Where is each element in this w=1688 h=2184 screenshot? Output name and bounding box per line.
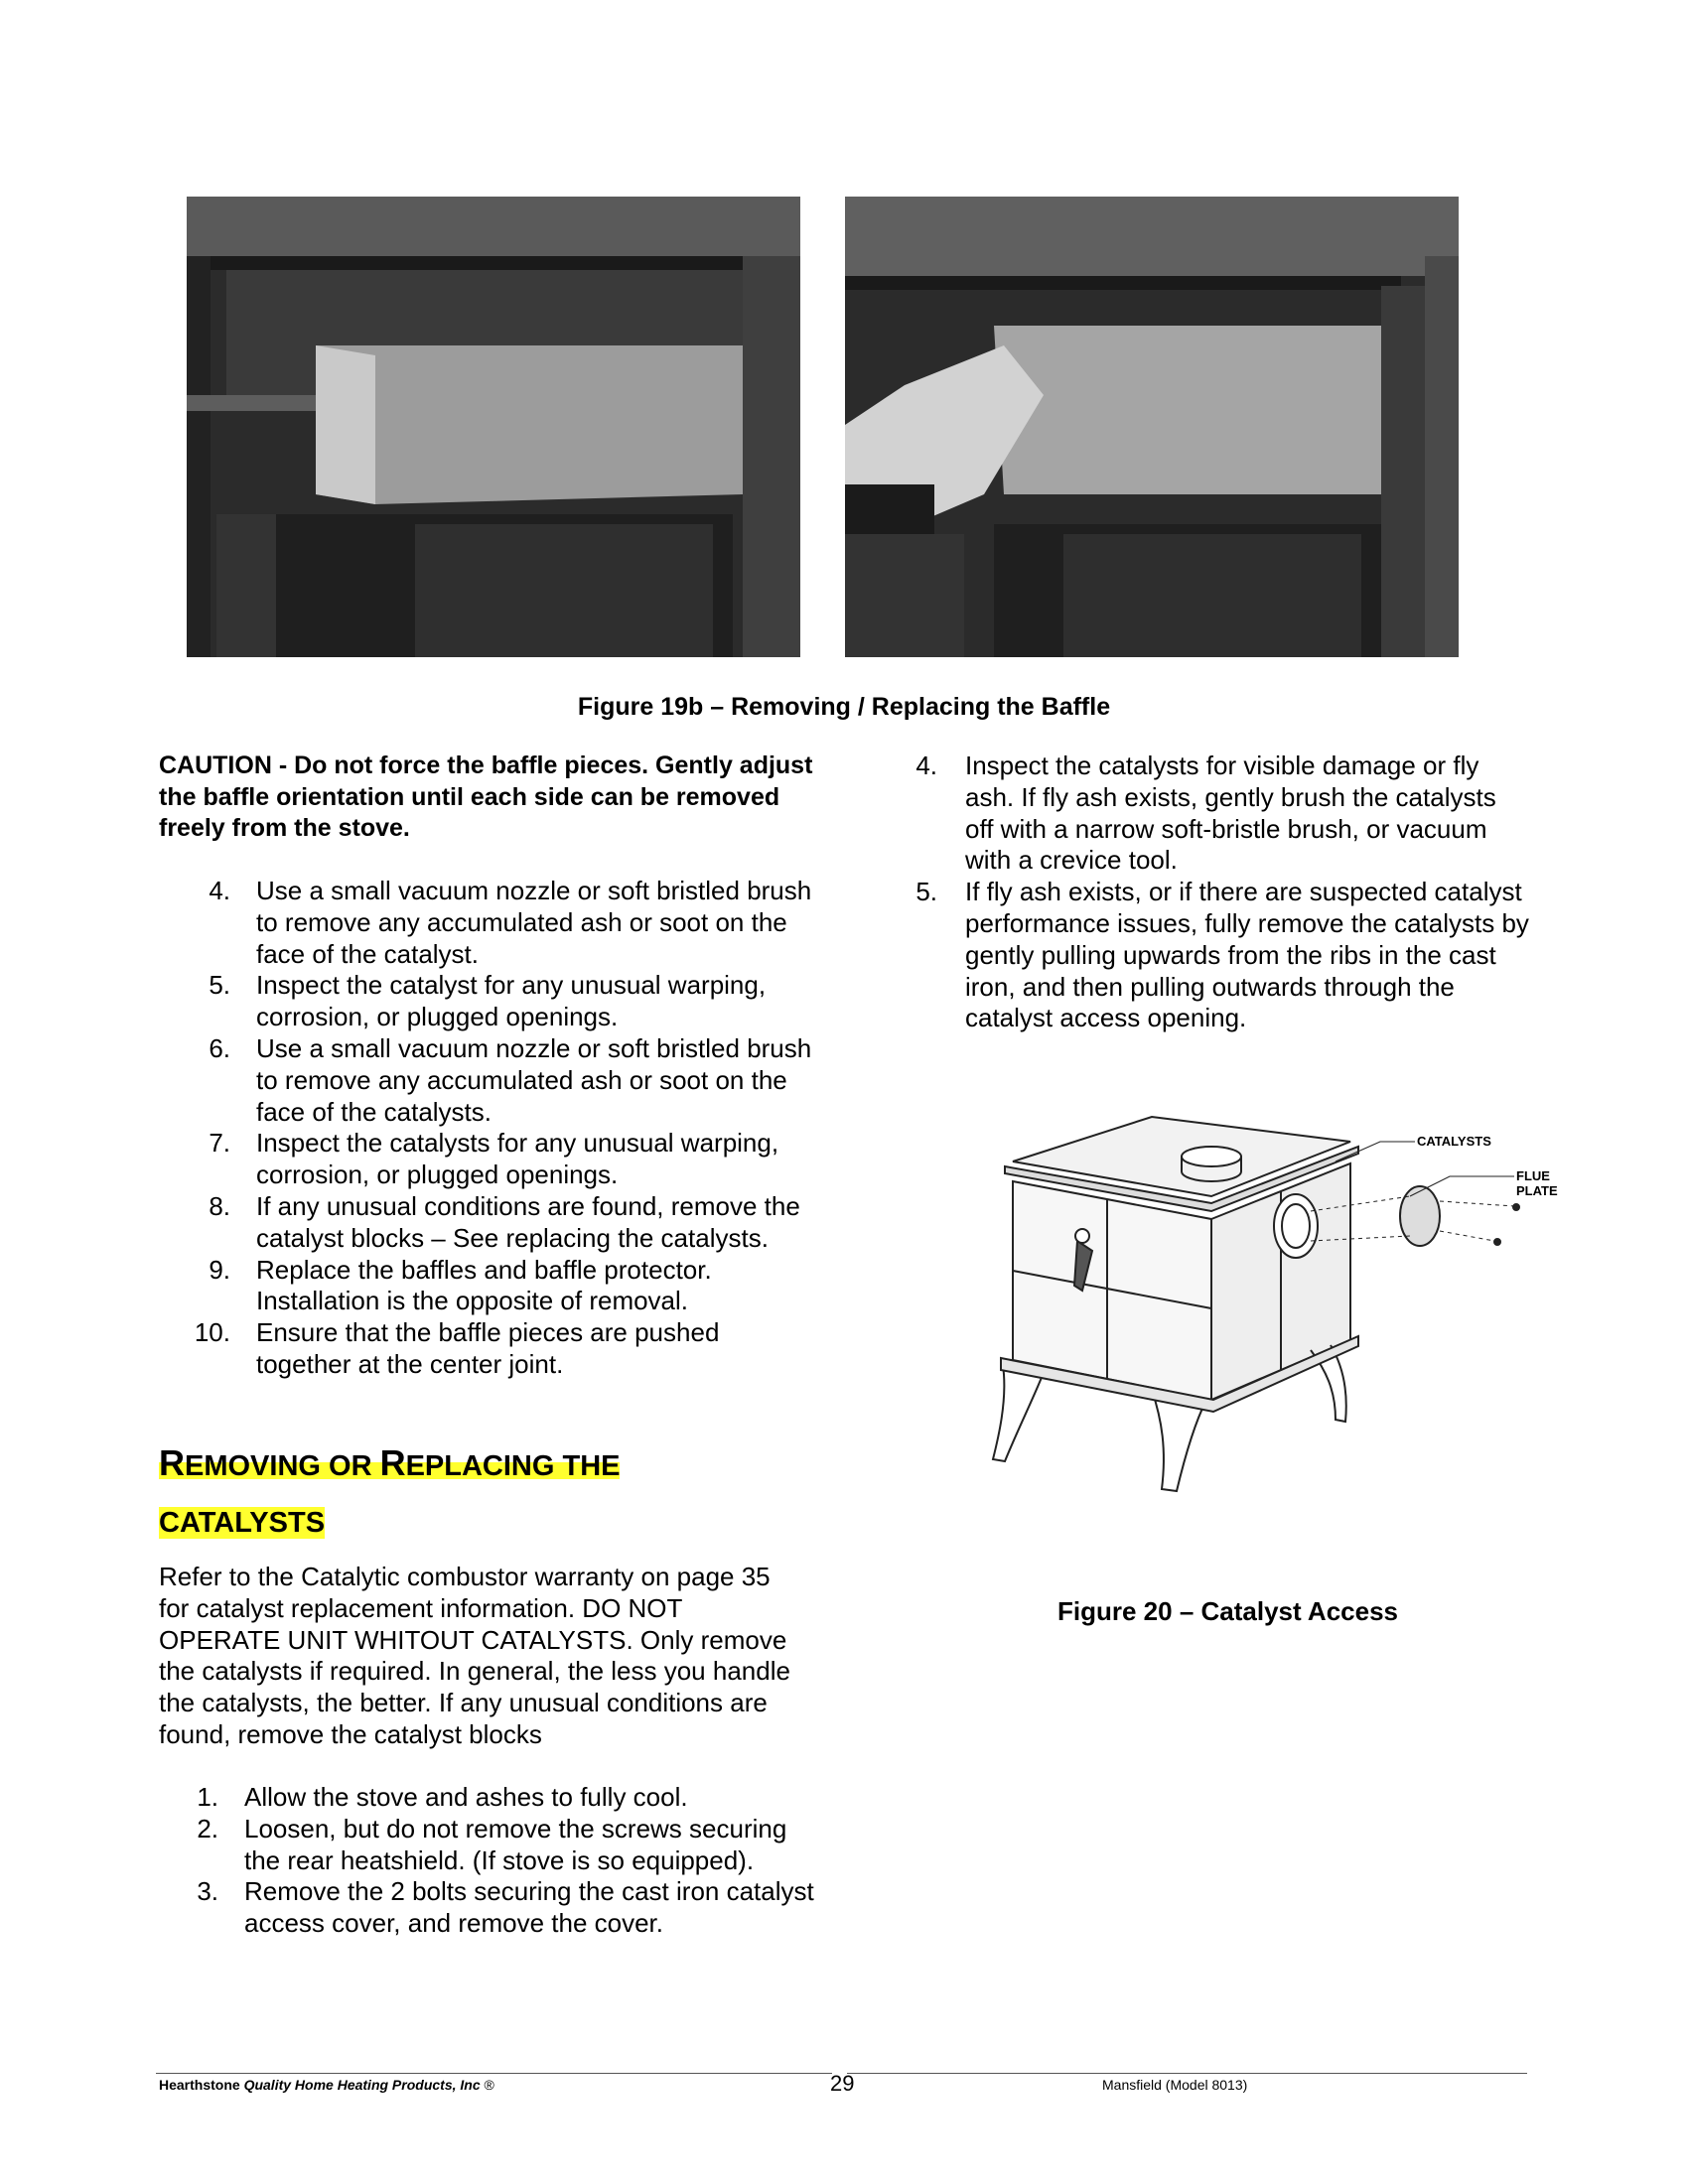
catalyst-steps-list <box>159 1782 814 1940</box>
list-item-text: Use a small vacuum nozzle or soft bristled brush to remove any accumulated ash or soot on the face of the catalyst. <box>256 876 812 969</box>
catalyst-inspect-steps-list <box>874 751 1529 1034</box>
list-item-text: Inspect the catalysts for visible damage or fly ash. If fly ash exists, gently brush the catalysts off with a narrow soft-bristle brush, or vacuum with a crevice tool. <box>965 751 1496 876</box>
list-item-text: Allow the stove and ashes to fully cool. <box>244 1782 688 1812</box>
list-item <box>159 876 814 970</box>
list-item-text: Remove the 2 bolts securing the cast iron catalyst access cover, and remove the cover. <box>244 1876 814 1939</box>
list-item <box>159 1317 814 1381</box>
list-item-text: Inspect the catalysts for any unusual warping, corrosion, or plugged openings. <box>256 1128 779 1190</box>
list-item <box>159 1782 814 1814</box>
list-item-number: 8. <box>209 1190 230 1221</box>
list-item <box>159 1128 814 1191</box>
list-item-text: If any unusual conditions are found, remove the catalyst blocks – See replacing the catalysts. <box>256 1190 800 1253</box>
list-item-number: 3. <box>197 1876 218 1907</box>
figure-19b-caption: Figure 19b – Removing / Replacing the Baffle <box>577 693 1111 721</box>
list-item-number: 10. <box>194 1317 230 1348</box>
page-number: 29 <box>830 2071 855 2096</box>
list-item-text: Loosen, but do not remove the screws securing the rear heatshield. (If stove is so equipped). <box>244 1813 787 1875</box>
footer-brand: Hearthstone Quality Home Heating Products, Inc ® <box>159 2077 494 2093</box>
list-item-number: 4. <box>209 876 230 905</box>
list-item <box>159 1814 814 1877</box>
list-item-text: Inspect the catalyst for any unusual warping, corrosion, or plugged openings. <box>256 970 767 1032</box>
list-item-text: Ensure that the baffle pieces are pushed together at the center joint. <box>256 1317 720 1379</box>
list-item-number: 9. <box>209 1254 230 1285</box>
list-item-text: Use a small vacuum nozzle or soft bristled brush to remove any accumulated ash or soot on the face of the catalysts. <box>256 1032 812 1127</box>
list-item-number: 1. <box>197 1782 218 1812</box>
footer-model: Mansfield (Model 8013) <box>1102 2077 1248 2093</box>
section-heading: REMOVING OR REPLACING THE CATALYSTS <box>159 1442 621 1539</box>
list-item <box>159 1191 814 1255</box>
list-item <box>159 970 814 1033</box>
caution-text: CAUTION - Do not force the baffle pieces. Gently adjust the baffle orientation until each side can be removed freely from the stove. <box>159 751 813 842</box>
list-item <box>874 751 1529 877</box>
list-item-number: 7. <box>209 1128 230 1159</box>
baffle-steps-list <box>159 876 814 1381</box>
list-item-number: 6. <box>209 1032 230 1063</box>
list-item-number: 2. <box>197 1813 218 1843</box>
baffle-photo-left <box>187 197 800 657</box>
baffle-photo-right <box>845 197 1459 657</box>
intro-paragraph: Refer to the Catalytic combustor warranty on page 35 for catalyst replacement information. DO NOT OPERATE UNIT WHITOUT CATALYSTS. Only remove the catalysts if required. In general, the less you handle the catalysts, the better. If any unusual conditions are found, remove the catalyst blocks <box>159 1562 790 1749</box>
footer-rule-right <box>847 2073 1527 2074</box>
figure-20-caption: Figure 20 – Catalyst Access <box>1057 1596 1398 1626</box>
list-item-number: 5. <box>209 970 230 1001</box>
catalysts-label: CATALYSTS <box>1417 1134 1491 1149</box>
footer-rule-left <box>156 2073 832 2074</box>
list-item <box>159 1876 814 1940</box>
list-item-number: 5. <box>915 877 937 907</box>
list-item-text: Replace the baffles and baffle protector. Installation is the opposite of removal. <box>256 1254 712 1316</box>
list-item <box>874 877 1529 1034</box>
flue-plate-label: FLUE PLATE <box>1516 1168 1558 1198</box>
list-item-number: 4. <box>915 751 937 780</box>
list-item-text: If fly ash exists, or if there are suspected catalyst performance issues, fully remove the catalysts by gently pulling upwards from the ribs in the cast iron, and then pulling outwards through the catalyst access opening. <box>965 877 1529 1033</box>
list-item <box>159 1255 814 1318</box>
stove-diagram <box>983 1102 1559 1499</box>
list-item <box>159 1033 814 1128</box>
